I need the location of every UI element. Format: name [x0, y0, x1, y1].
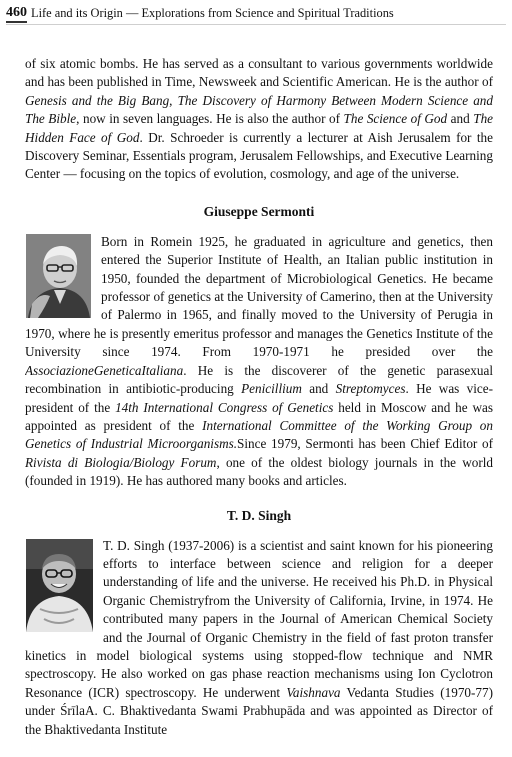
- italic-term: International Committee of the Working Group on Genetics of Industrial Microorganisms.: [25, 417, 493, 452]
- bio-singh: [25, 537, 493, 739]
- italic-term: AssociazioneGeneticaItaliana: [25, 362, 184, 378]
- italic-term: 14th International Congress of Genetics: [115, 399, 334, 415]
- bio-sermonti: [25, 233, 493, 491]
- text-run: and: [301, 381, 336, 397]
- text-run: . Dr. Schroeder is currently a lecturer at Aish Jerusalem for the Discovery Seminar, Essentials program, Jerusalem Fellowships, and Executive Learning Center — focusing on the topics of evolution, cosmology, and age of the universe.: [25, 129, 494, 182]
- italic-term: Vaishnava: [286, 684, 341, 700]
- section-heading-sermonti: Giuseppe Sermonti: [203, 203, 315, 219]
- text-run: Vedanta Studies (1970-77) under ŚrīlaA. C. Bhaktivedanta Swami Prabhupāda and was appointed as Director of the Bhaktivedanta Institute: [25, 684, 493, 737]
- running-title: Life and its Origin — Explorations from Science and Spiritual Traditions: [31, 6, 394, 20]
- text-run: . He was vice-president of the: [25, 381, 493, 415]
- portrait-singh-image: [26, 539, 93, 632]
- text-run: . He is the discoverer of the genetic parasexual recombination in antibiotic-producing: [25, 362, 493, 397]
- book-title: The Hidden Face of God: [25, 111, 494, 145]
- italic-term: Penicillium: [241, 381, 302, 397]
- text-run: ,: [169, 92, 178, 108]
- text-run: Since 1979, Sermonti has been Chief Editor of: [237, 436, 493, 452]
- page-header: [6, 6, 506, 25]
- page-content: [25, 55, 493, 739]
- italic-term: Streptomyces: [335, 381, 406, 397]
- text-run: Born in Romein 1925, he graduated in agriculture and genetics, then entered the Superior Institute of Health, an Italian public institution in 1950, founded the department of Microbiological Genetics. He became professor of genetics at the University of Camerino, then at the University of Palermo in 1965, and finally moved to the University of Perugia in 1970, where he is presently emeritus professor and manages the Genetics Institute of the University since 1974. From 1970-1971 he presided over the: [25, 233, 493, 360]
- book-title: The Discovery of Harmony Between Modern Science and The Bible: [25, 92, 493, 127]
- italic-term: Rivista di Biologia/Biology Forum: [25, 454, 217, 470]
- intro-paragraph: [25, 55, 493, 184]
- section-heading-singh: T. D. Singh: [226, 507, 292, 523]
- page-number: 460: [6, 6, 27, 23]
- text-run: and: [447, 111, 474, 127]
- text-run: T. D. Singh (1937-2006) is a scientist and saint known for his pioneering efforts to interface between science and religion for a deeper understanding of life and the universe. He received his Ph.D. in Physical Organic Chemistryfrom the University of California, Irvine, in 1974. He contributed many papers in the Journal of American Chemical Society and the Journal of Organic Chemistry in the field of fast proton transfer kinetics in model biological systems using stopped-flow technique and NMR spectroscopy. He also worked on gas phase reaction mechanisms using Ion Cyclotron Resonance (ICR) spectroscopy. He underwent: [25, 537, 493, 700]
- book-title: Genesis and the Big Bang: [25, 92, 170, 108]
- sermonti-paragraph: [25, 233, 493, 491]
- portrait-sermonti-image: [26, 234, 91, 318]
- singh-paragraph: [25, 537, 493, 739]
- text-run: of six atomic bombs. He has served as a consultant to various governments worldwide and has been published in Time, Newsweek and Scientific American. He is the author of: [25, 56, 493, 90]
- text-run: held in Moscow and he was appointed as president of the: [25, 399, 493, 433]
- text-run: , one of the oldest biology journals in the world (founded in 1919). He has authored many books and articles.: [25, 454, 493, 489]
- portrait-photo-sermonti: [26, 234, 91, 318]
- book-title: The Science of God: [343, 111, 448, 127]
- text-run: , now in seven languages. He is also the author of: [76, 111, 344, 127]
- portrait-photo-singh: [26, 539, 93, 632]
